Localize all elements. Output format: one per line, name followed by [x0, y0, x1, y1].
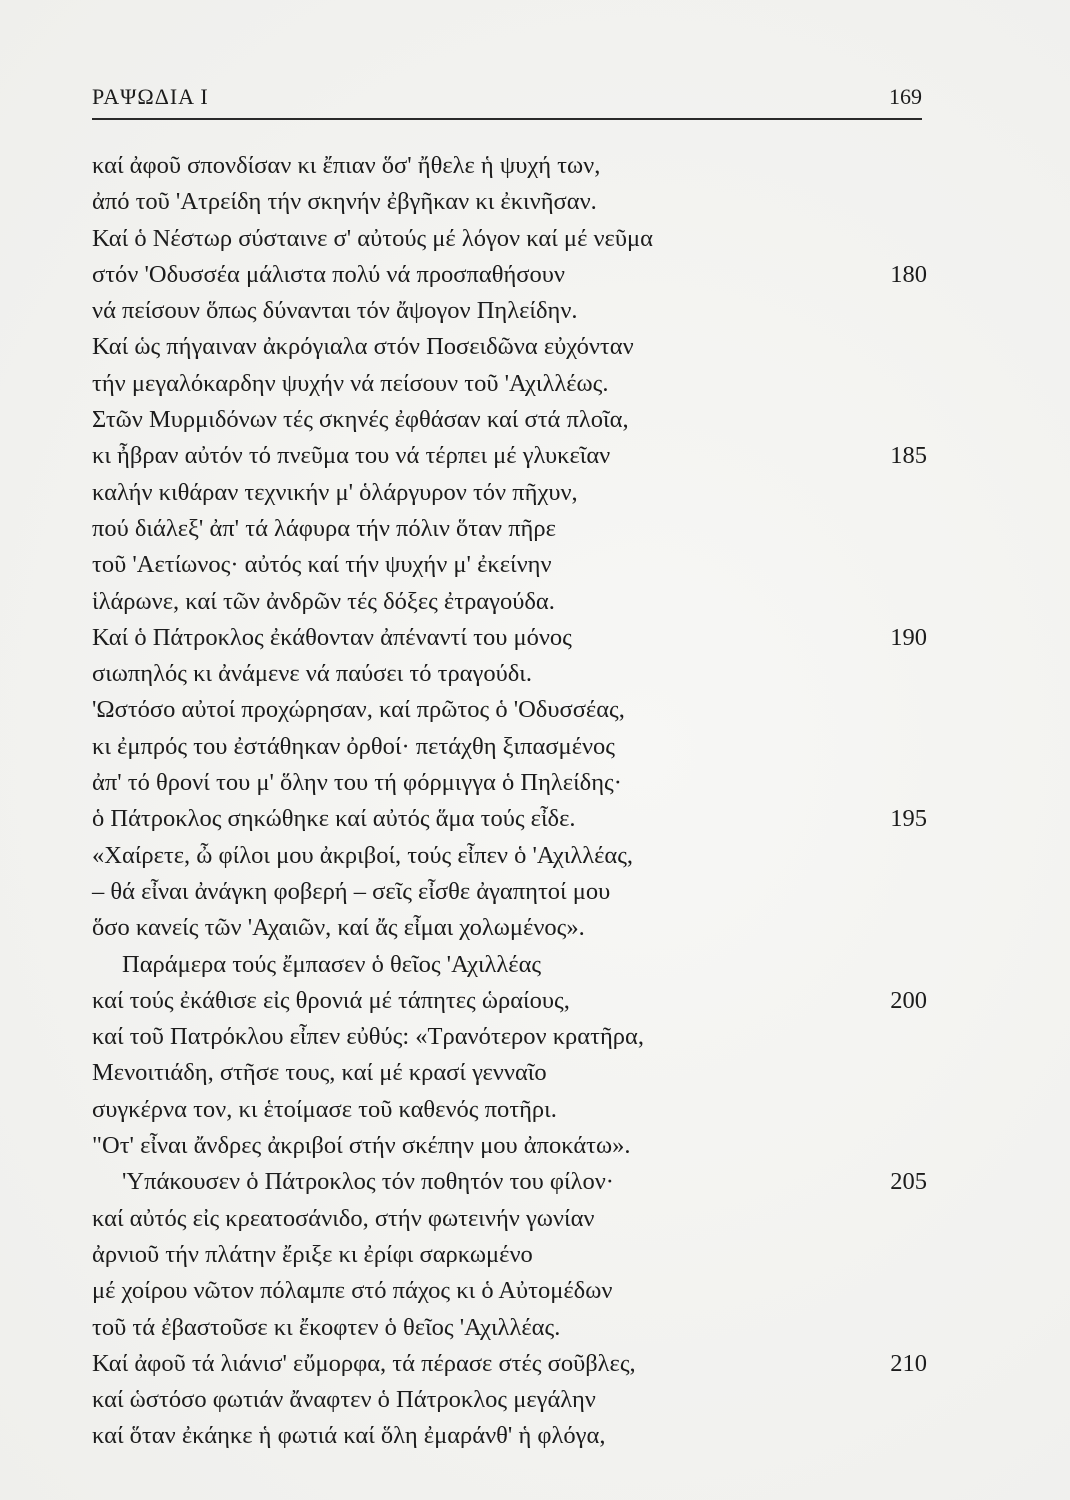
verse-text: σιωπηλός κι ἀνάμενε νά παύσει τό τραγούδι. — [92, 660, 532, 688]
verse-line — [92, 1237, 942, 1273]
line-number: 185 — [890, 442, 927, 470]
verse-line — [92, 148, 942, 184]
line-number: 180 — [890, 260, 927, 288]
line-number: 200 — [890, 986, 927, 1014]
verse-line — [92, 257, 942, 293]
verse-line — [92, 547, 942, 583]
verse-text: νά πείσουν ὅπως δύνανται τόν ἄψογον Πηλείδην. — [92, 297, 578, 325]
verse-text: κι ἐμπρός του ἐστάθηκαν ὀρθοί· πετάχθη ξιπασμένος — [92, 732, 616, 760]
verse-text: Καί ὁ Νέστωρ σύσταινε σ' αὐτούς μέ λόγον καί μέ νεῦμα — [92, 224, 653, 252]
verse-line — [92, 475, 942, 511]
verse-line — [92, 874, 942, 910]
verse-text: «Χαίρετε, ὦ φίλοι μου ἀκριβοί, τούς εἶπεν ὁ 'Αχιλλέας, — [92, 841, 634, 869]
verse-line — [92, 1346, 942, 1382]
verse-line — [92, 438, 942, 474]
verse-text: στόν 'Οδυσσέα μάλιστα πολύ νά προσπαθήσουν — [92, 260, 565, 288]
verse-text: ἀπ' τό θρονί του μ' ὅλην του τή φόρμιγγα ὁ Πηλείδης· — [92, 769, 622, 797]
verse-line — [92, 184, 942, 220]
verse-line — [92, 729, 942, 765]
verse-text: κι ἦβραν αὐτόν τό πνεῦμα του νά τέρπει μέ γλυκεῖαν — [92, 442, 611, 470]
verse-line — [92, 983, 942, 1019]
verse-line — [92, 584, 942, 620]
verse-text: Καί ὁ Πάτροκλος ἐκάθονταν ἀπέναντί του μόνος — [92, 623, 572, 651]
verse-text: 'Υπάκουσεν ὁ Πάτροκλος τόν ποθητόν του φίλον· — [122, 1168, 614, 1196]
verse-line — [92, 1418, 942, 1454]
verse-line — [92, 221, 942, 257]
verse-line — [92, 366, 942, 402]
verse-line — [92, 511, 942, 547]
verse-text: Καί ἀφοῦ τά λιάνισ' εὔμορφα, τά πέρασε στές σοῦβλες, — [92, 1349, 636, 1377]
verse-text: "Οτ' εἶναι ἄνδρες ἀκριβοί στήν σκέπην μου ἀποκάτω». — [92, 1132, 631, 1160]
page-header — [92, 78, 922, 120]
verse-line — [92, 1019, 942, 1055]
verse-text: καί ἀφοῦ σπονδίσαν κι ἔπιαν ὅσ' ἤθελε ἡ ψυχή των, — [92, 152, 601, 179]
verse-text: ἀρνιοῦ τήν πλάτην ἔριξε κι ἐρίφι σαρκωμένο — [92, 1240, 533, 1268]
verse-text: ὁ Πάτροκλος σηκώθηκε καί αὐτός ἅμα τούς εἶδε. — [92, 805, 576, 833]
line-number: 210 — [890, 1349, 927, 1377]
verse-text: Παράμερα τούς ἔμπασεν ὁ θεῖος 'Αχιλλέας — [122, 950, 542, 978]
verse-text: ὅσο κανείς τῶν 'Αχαιῶν, καί ἄς εἶμαι χολωμένος». — [92, 914, 585, 942]
verse-line — [92, 1201, 942, 1237]
verse-text: ἱλάρωνε, καί τῶν ἀνδρῶν τές δόξες ἐτραγούδα. — [92, 587, 555, 615]
verse-text: συγκέρνα τον, κι ἑτοίμασε τοῦ καθενός ποτῆρι. — [92, 1095, 557, 1123]
verse-line — [92, 293, 942, 329]
verse-line — [92, 1164, 942, 1200]
verse-text: 'Ωστόσο αὐτοί προχώρησαν, καί πρῶτος ὁ 'Οδυσσέας, — [92, 696, 625, 724]
verse-text: ἀπό τοῦ 'Ατρείδη τήν σκηνήν ἐβγῆκαν κι ἐκινῆσαν. — [92, 188, 597, 216]
verse-text: πού διάλεξ' ἀπ' τά λάφυρα τήν πόλιν ὅταν πῆρε — [92, 514, 556, 542]
verse-line — [92, 801, 942, 837]
verse-text: τοῦ 'Αετίωνος· αὐτός καί τήν ψυχήν μ' ἐκείνην — [92, 551, 552, 579]
verse-line — [92, 656, 942, 692]
verse-text: καλήν κιθάραν τεχνικήν μ' ὁλάργυρον τόν πῆχυν, — [92, 478, 578, 506]
verse-line — [92, 1055, 942, 1091]
verse-line — [92, 620, 942, 656]
verse-block — [92, 148, 942, 1455]
verse-line — [92, 1310, 942, 1346]
verse-text: Στῶν Μυρμιδόνων τές σκηνές ἐφθάσαν καί στά πλοῖα, — [92, 406, 629, 434]
verse-text: μέ χοίρου νῶτον πόλαμπε στό πάχος κι ὁ Αὐτομέδων — [92, 1277, 613, 1305]
verse-text: καί αὐτός εἰς κρεατοσάνιδο, στήν φωτεινήν γωνίαν — [92, 1204, 595, 1232]
verse-text: καί τούς ἐκάθισε εἰς θρονιά μέ τάπητες ὡραίους, — [92, 986, 570, 1014]
verse-line — [92, 402, 942, 438]
verse-text: τοῦ τά ἐβαστοῦσε κι ἔκοφτεν ὁ θεῖος 'Αχιλλέας. — [92, 1313, 561, 1341]
verse-text: Καί ὡς πήγαιναν ἀκρόγιαλα στόν Ποσειδῶνα εὐχόνταν — [92, 333, 634, 361]
verse-line — [92, 1273, 942, 1309]
line-number: 205 — [890, 1168, 927, 1196]
verse-line — [92, 1382, 942, 1418]
page-number: 169 — [889, 84, 922, 109]
verse-line — [92, 692, 942, 728]
verse-line — [92, 765, 942, 801]
verse-line — [92, 838, 942, 874]
running-head: ΡΑΨΩΔΙΑ Ι — [92, 84, 209, 109]
verse-line — [92, 910, 942, 946]
verse-text: καί τοῦ Πατρόκλου εἶπεν εὐθύς: «Τρανότερον κρατῆρα, — [92, 1023, 644, 1051]
verse-line — [92, 329, 942, 365]
verse-line — [92, 1092, 942, 1128]
line-number: 190 — [890, 623, 927, 651]
verse-text: – θά εἶναι ἀνάγκη φοβερή – σεῖς εἶσθε ἀγαπητοί μου — [92, 877, 611, 905]
verse-line — [92, 1128, 942, 1164]
verse-text: καί ὡστόσο φωτιάν ἄναφτεν ὁ Πάτροκλος μεγάλην — [92, 1386, 596, 1414]
verse-text: Μενοιτιάδη, στῆσε τους, καί μέ κρασί γενναῖο — [92, 1059, 547, 1087]
line-number: 195 — [890, 805, 927, 833]
verse-text: τήν μεγαλόκαρδην ψυχήν νά πείσουν τοῦ 'Αχιλλέως. — [92, 369, 609, 397]
verse-line — [92, 947, 942, 983]
verse-text: καί ὅταν ἐκάηκε ἡ φωτιά καί ὅλη ἐμαράνθ' ἡ φλόγα, — [92, 1422, 606, 1450]
